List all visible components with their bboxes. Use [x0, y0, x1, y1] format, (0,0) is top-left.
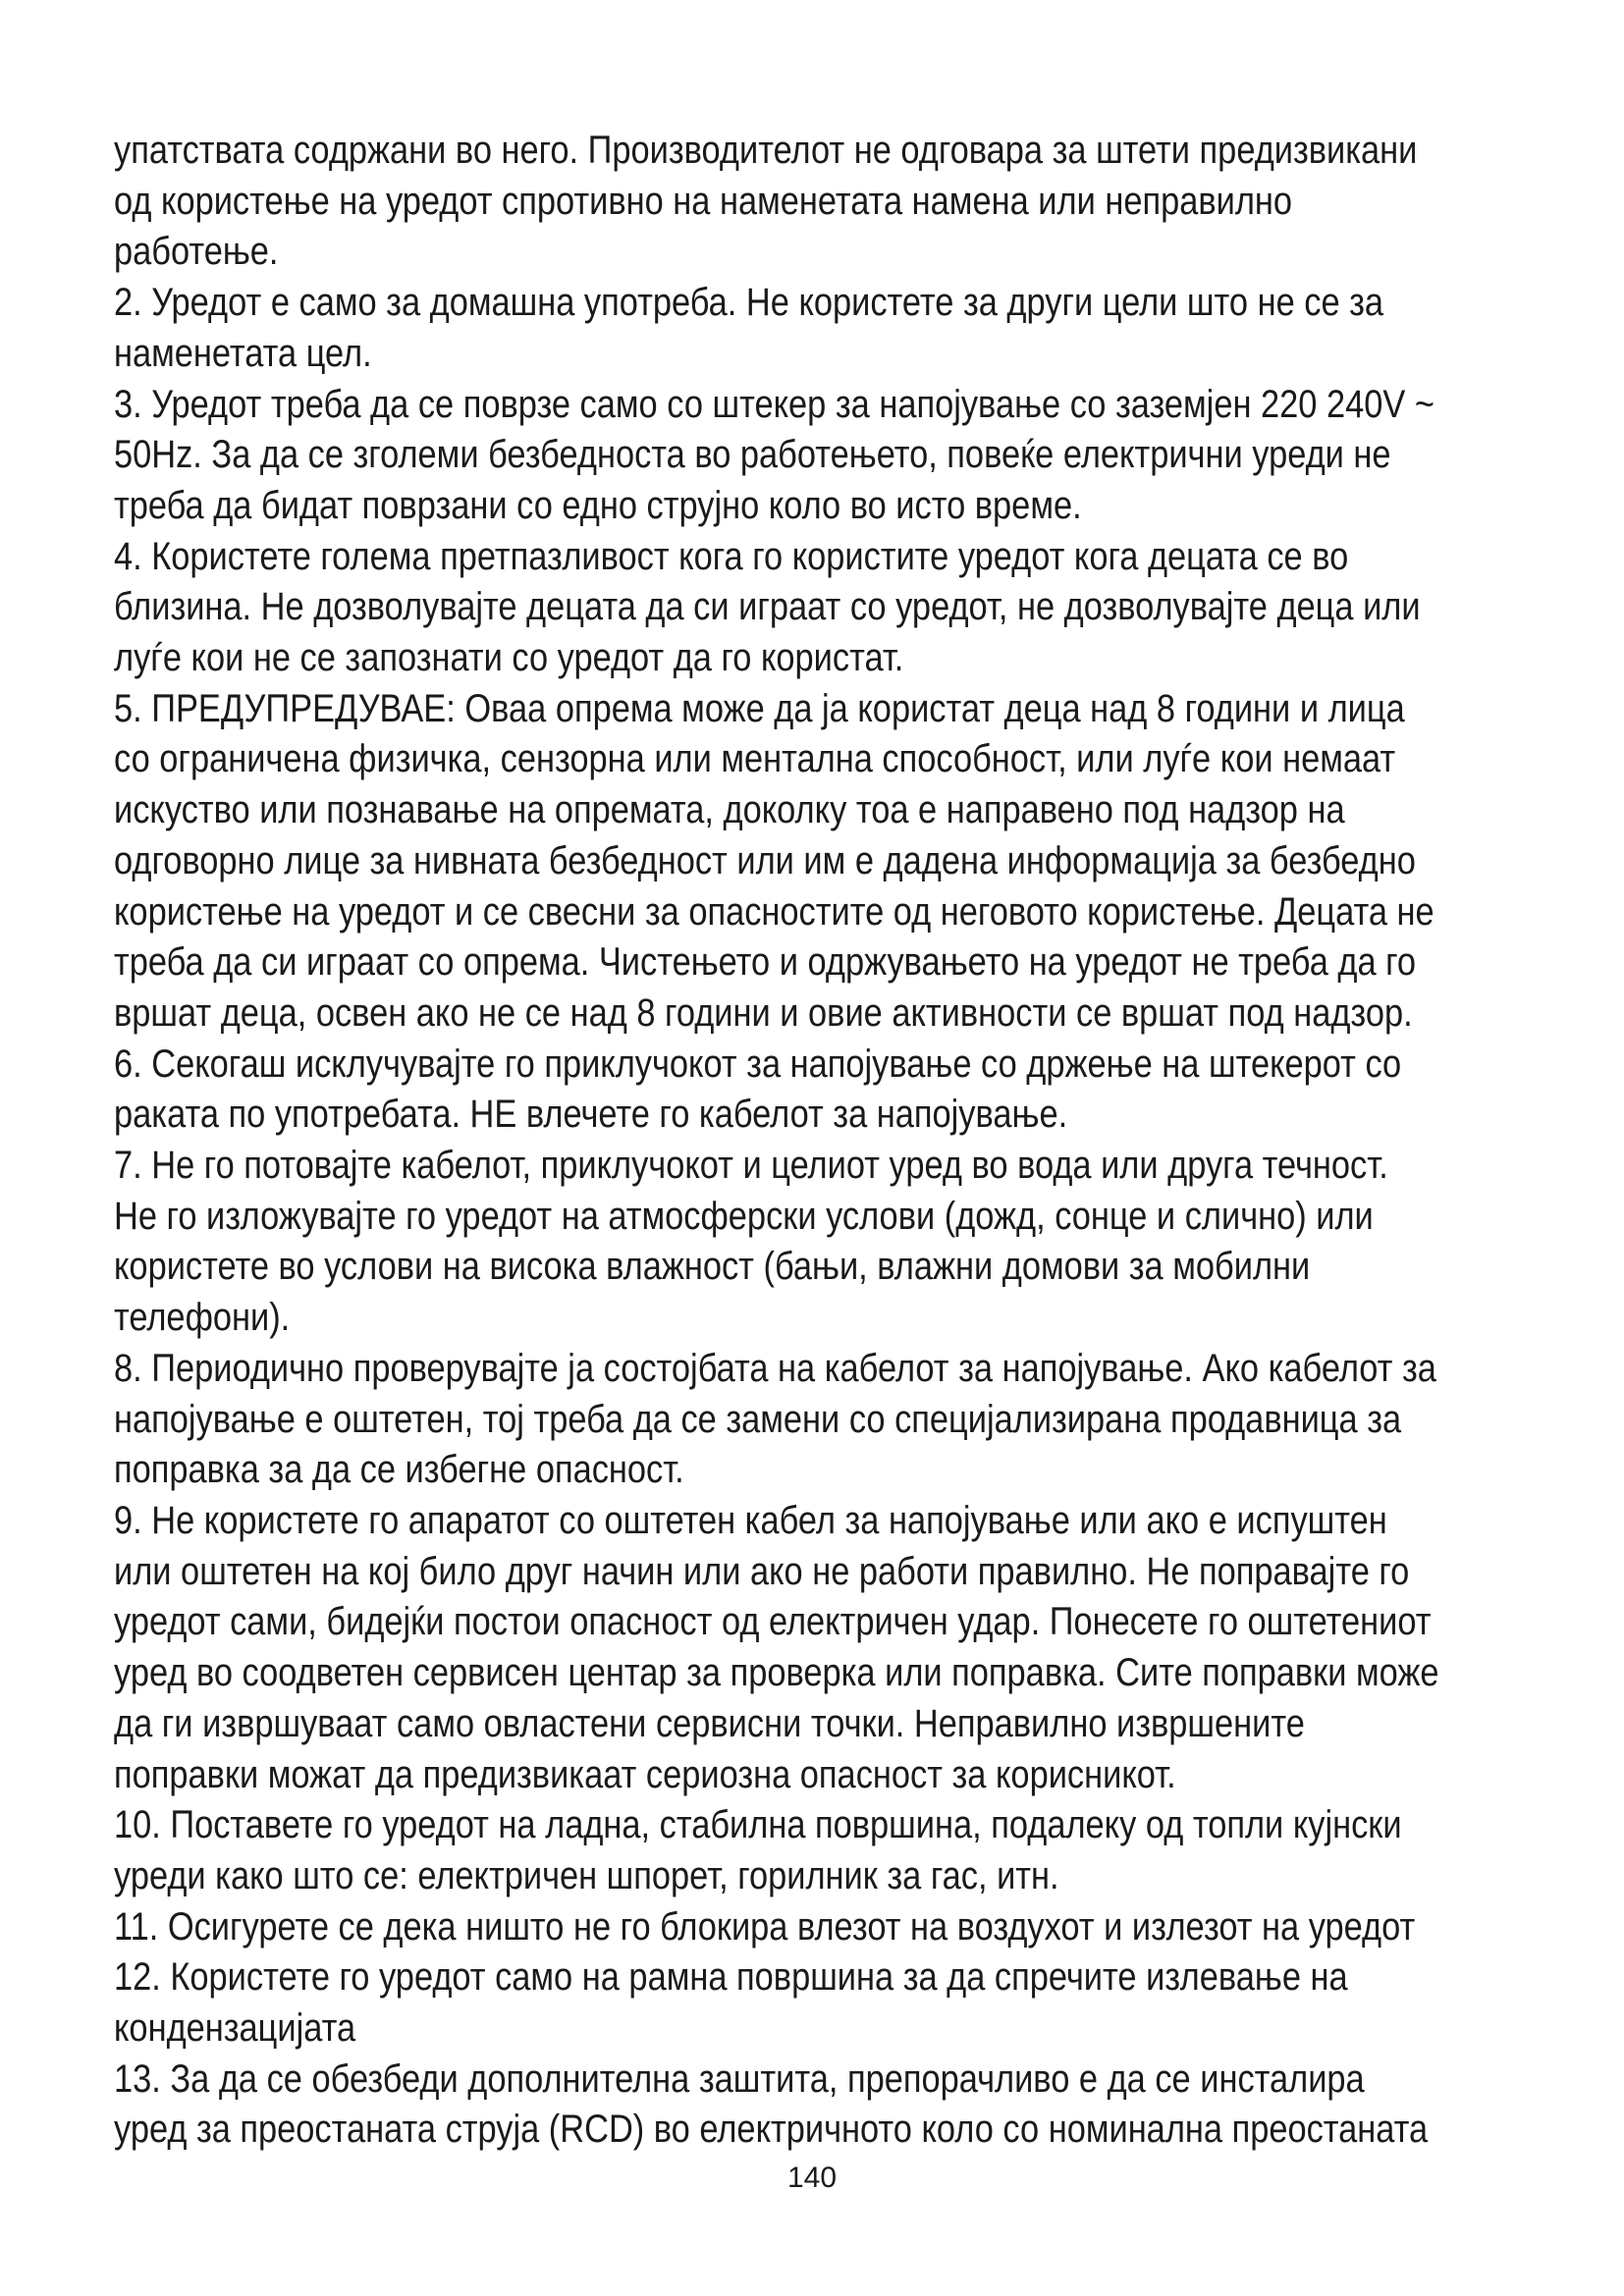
text-line: упатствата содржани во него. Производителот не одговара за штети предизвикани [114, 129, 1418, 172]
text-line: раката по употребата. НЕ влечете го кабелот за напојување. [114, 1093, 1068, 1137]
text-line: луѓе кои не се запознати со уредот да го користат. [114, 636, 904, 680]
text-line: телефони). [114, 1296, 291, 1340]
text-line: 11. Осигурете се дека ништо не го блокира влезот на воздухот и излезот на уредот [114, 1904, 1416, 1949]
instruction-paragraph [114, 380, 1549, 532]
instruction-paragraph [114, 1800, 1549, 1901]
text-line: одговорно лице за нивната безбедност или им е дадена информација за безбедно [114, 838, 1416, 882]
text-line: користење на уредот и се свесни за опасностите од неговото користење. Децата не [114, 889, 1435, 934]
text-line: поправка за да се избегне опасност. [114, 1448, 684, 1492]
instruction-paragraph [114, 1496, 1549, 1800]
text-line: наменетата цел. [114, 331, 372, 375]
text-line: од користење на уредот спротивно на наменетата намена или неправилно [114, 179, 1293, 223]
text-line: 6. Секогаш исклучувајте го приклучокот за напојување со држење на штекерот со [114, 1041, 1402, 1086]
instruction-paragraph [114, 2055, 1549, 2156]
text-line: уреди како што се: електричен шпорет, горилник за гас, итн. [114, 1853, 1059, 1897]
text-line: 7. Не го потовајте кабелот, приклучокот и целиот уред во вода или друга течност. [114, 1144, 1388, 1188]
instruction-paragraph [114, 684, 1549, 1040]
text-line: 3. Уредот треба да се поврзе само со штекер за напојување со заземјен 220 240V ~ [114, 382, 1435, 426]
text-line: кондензацијата [114, 2006, 356, 2051]
instruction-paragraph [114, 1952, 1549, 2054]
text-line: вршат деца, освен ако не се над 8 години и овие активности се вршат под надзор. [114, 990, 1413, 1035]
text-line: работење. [114, 230, 279, 274]
text-line: 13. За да се обезбеди дополнителна заштита, препорачливо е да се инсталира [114, 2056, 1365, 2101]
text-line: треба да си играат со опрема. Чистењето и одржувањето на уредот не треба да го [114, 940, 1417, 985]
text-line: да ги извршуваат само овластени сервисни точки. Неправилно извршените [114, 1701, 1305, 1745]
instruction-paragraph [114, 1040, 1549, 1141]
text-line: 8. Периодично проверувајте ја состојбата на кабелот за напојување. Ако кабелот за [114, 1346, 1436, 1390]
text-line: 2. Уредот е само за домашна употреба. Не користете за други цели што не се за [114, 281, 1384, 325]
instruction-paragraph [114, 532, 1549, 684]
text-line: искуство или познавање на опремата, доколку тоа е направено под надзор на [114, 788, 1345, 832]
text-line: со ограничена физичка, сензорна или ментална способност, или луѓе кои немаат [114, 737, 1396, 781]
text-line: Не го изложувајте го уредот на атмосферски услови (дожд, сонце и слично) или [114, 1194, 1374, 1238]
text-line: 5. ПРЕДУПРЕДУВАЕ: Оваа опрема може да ја користат деца над 8 години и лица [114, 686, 1405, 730]
text-line: користете во услови на висока влажност (бањи, влажни домови за мобилни [114, 1245, 1311, 1289]
instruction-paragraph [114, 126, 1549, 278]
instruction-paragraph [114, 278, 1549, 379]
text-line: 9. Не користете го апаратот со оштетен кабел за напојување или ако е испуштен [114, 1498, 1387, 1542]
instruction-paragraph [114, 1902, 1549, 1953]
page-number: 140 [786, 2162, 838, 2194]
text-line: напојување е оштетен, тој треба да се замени со специјализирана продавница за [114, 1397, 1402, 1441]
text-line: уред во соодветен сервисен центар за проверка или поправка. Сите поправки може [114, 1651, 1439, 1695]
text-line: или оштетен на кој било друг начин или ако не работи правилно. Не поправајте го [114, 1549, 1410, 1593]
text-line: 50Hz. За да се зголеми безбедноста во работењето, повеќе електрични уреди не [114, 433, 1391, 477]
text-line: 10. Поставете го уредот на ладна, стабилна површина, подалеку од топли кујнски [114, 1803, 1402, 1847]
text-line: 12. Користете го уредот само на рамна површина за да спречите излевање на [114, 1955, 1348, 2000]
instructions-text [114, 126, 1547, 2156]
text-line: уредот сами, бидејќи постои опасност од електричен удар. Понесете го оштетениот [114, 1600, 1432, 1644]
instruction-paragraph [114, 1344, 1549, 1496]
text-line: уред за преостаната струја (RCD) во електричното коло со номинална преостаната [114, 2108, 1429, 2152]
text-line: 4. Користете голема претпазливост кога го користите уредот кога децата се во [114, 534, 1349, 578]
text-line: близина. Не дозволувајте децата да си играат со уредот, не дозволувајте деца или [114, 585, 1421, 629]
instruction-paragraph [114, 1141, 1549, 1344]
text-line: треба да бидат поврзани со едно струјно коло во исто време. [114, 483, 1082, 527]
text-line: поправки можат да предизвикаат сериозна опасност за корисникот. [114, 1752, 1176, 1796]
